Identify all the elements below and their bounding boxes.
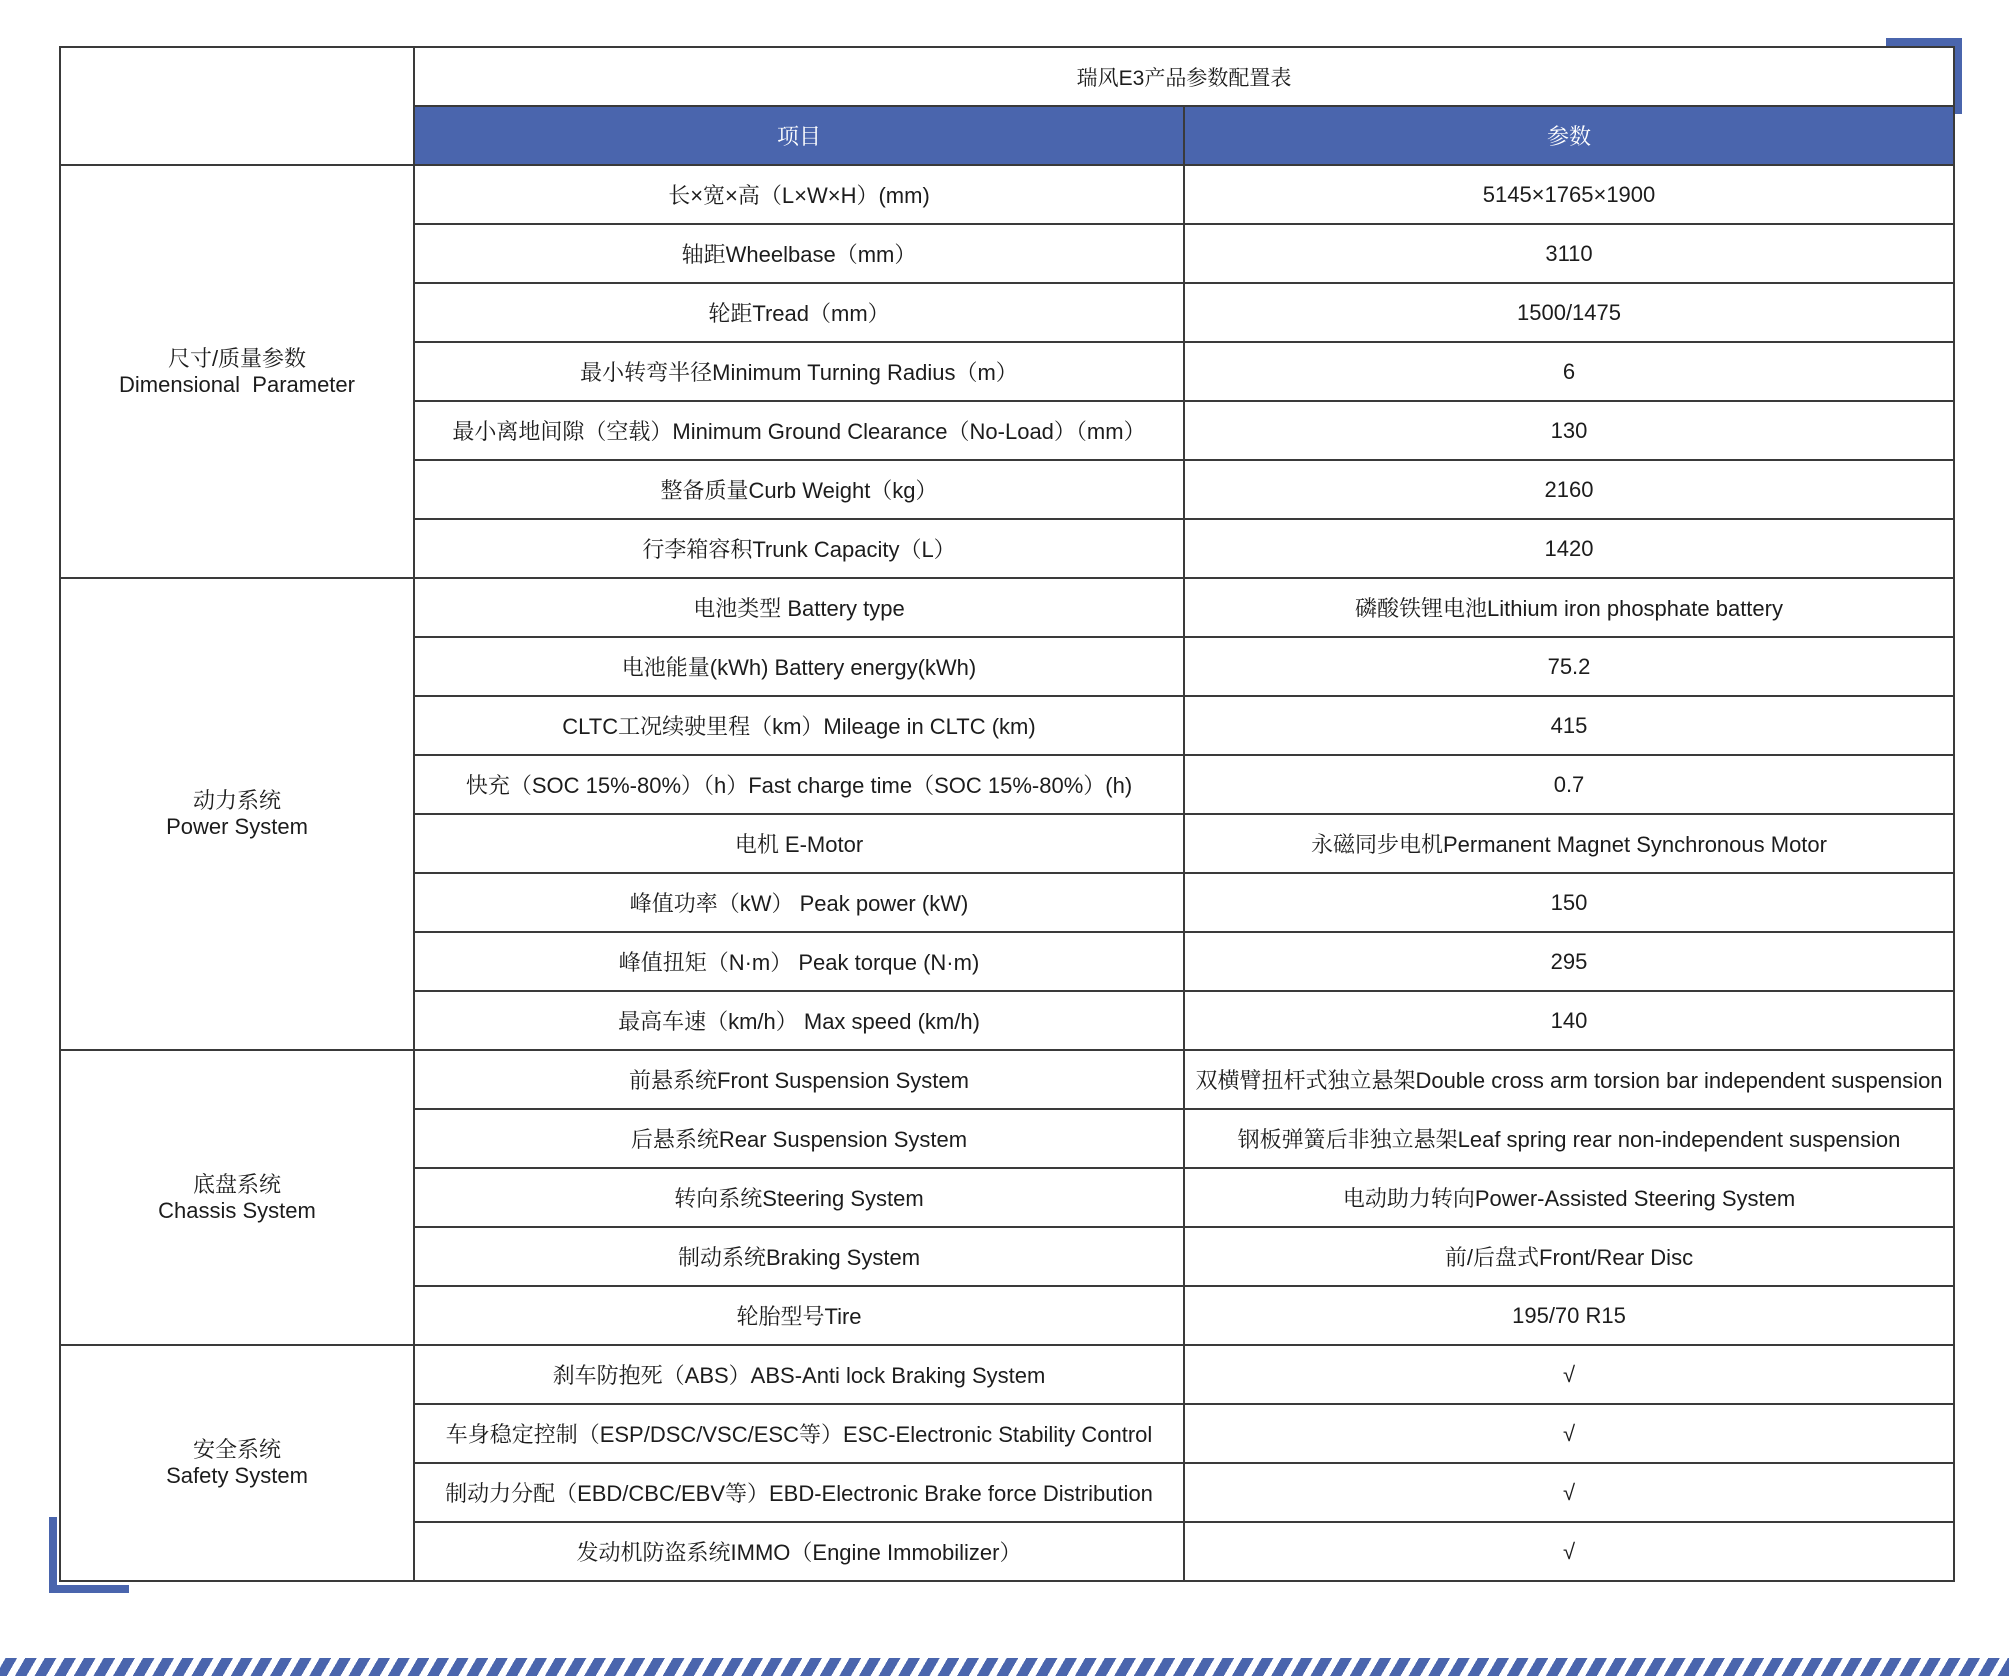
item-cell: 发动机防盗系统IMMO（Engine Immobilizer） <box>414 1522 1184 1581</box>
item-cell: 最小转弯半径Minimum Turning Radius（m） <box>414 342 1184 401</box>
decorative-stripe-band <box>0 1658 2009 1676</box>
value-cell: 75.2 <box>1184 637 1954 696</box>
section-label-cell <box>60 165 414 578</box>
value-cell: 295 <box>1184 932 1954 991</box>
item-cell: 轮距Tread（mm） <box>414 283 1184 342</box>
value-cell: 415 <box>1184 696 1954 755</box>
section-name-cn: 底盘系统 <box>192 1171 281 1197</box>
value-cell: 电动助力转向Power-Assisted Steering System <box>1184 1168 1954 1227</box>
table-row <box>60 165 1954 224</box>
item-cell: 峰值扭矩（N·m） Peak torque (N·m) <box>414 932 1184 991</box>
value-cell: 150 <box>1184 873 1954 932</box>
section-label-cell <box>60 1050 414 1345</box>
value-cell: 195/70 R15 <box>1184 1286 1954 1345</box>
item-cell: 快充（SOC 15%-80%）（h）Fast charge time（SOC 15%-80%）(h) <box>414 755 1184 814</box>
value-cell: 磷酸铁锂电池Lithium iron phosphate battery <box>1184 578 1954 637</box>
item-cell: 电机 E-Motor <box>414 814 1184 873</box>
item-cell: 最高车速（km/h） Max speed (km/h) <box>414 991 1184 1050</box>
section-label-cell <box>60 1345 414 1581</box>
value-cell: 双横臂扭杆式独立悬架Double cross arm torsion bar independent suspension <box>1184 1050 1954 1109</box>
item-cell: 长×宽×高（L×W×H）(mm) <box>414 165 1184 224</box>
item-cell: CLTC工况续驶里程（km）Mileage in CLTC (km) <box>414 696 1184 755</box>
spec-table <box>59 46 1955 1582</box>
item-cell: 电池能量(kWh) Battery energy(kWh) <box>414 637 1184 696</box>
table-row <box>60 1050 1954 1109</box>
title-row <box>60 47 1954 106</box>
item-cell: 后悬系统Rear Suspension System <box>414 1109 1184 1168</box>
item-cell: 制动系统Braking System <box>414 1227 1184 1286</box>
section-name-en: Power System <box>166 814 308 839</box>
value-cell: 3110 <box>1184 224 1954 283</box>
value-cell: 永磁同步电机Permanent Magnet Synchronous Motor <box>1184 814 1954 873</box>
item-cell: 整备质量Curb Weight（kg） <box>414 460 1184 519</box>
item-cell: 制动力分配（EBD/CBC/EBV等）EBD-Electronic Brake force Distribution <box>414 1463 1184 1522</box>
section-label-cell <box>60 578 414 1050</box>
value-cell: 2160 <box>1184 460 1954 519</box>
value-cell: 0.7 <box>1184 755 1954 814</box>
value-cell: 130 <box>1184 401 1954 460</box>
value-cell: √ <box>1184 1522 1954 1581</box>
table-row <box>60 578 1954 637</box>
value-cell: 1420 <box>1184 519 1954 578</box>
table-title: 瑞风E3产品参数配置表 <box>414 47 1954 106</box>
item-cell: 转向系统Steering System <box>414 1168 1184 1227</box>
section-name-cn: 动力系统 <box>192 788 281 813</box>
item-cell: 刹车防抱死（ABS）ABS-Anti lock Braking System <box>414 1345 1184 1404</box>
item-cell: 峰值功率（kW） Peak power (kW) <box>414 873 1184 932</box>
value-cell: 前/后盘式Front/Rear Disc <box>1184 1227 1954 1286</box>
value-cell: 6 <box>1184 342 1954 401</box>
section-name-en: Dimensional Parameter <box>119 371 355 397</box>
item-cell: 轮胎型号Tire <box>414 1286 1184 1345</box>
item-cell: 最小离地间隙（空载）Minimum Ground Clearance（No-Load）（mm） <box>414 401 1184 460</box>
header-param: 参数 <box>1184 106 1954 165</box>
value-cell: √ <box>1184 1345 1954 1404</box>
top-left-blank-cell <box>60 47 414 165</box>
section-name-cn: 尺寸/质量参数 <box>167 345 307 371</box>
item-cell: 前悬系统Front Suspension System <box>414 1050 1184 1109</box>
value-cell: 140 <box>1184 991 1954 1050</box>
header-item: 项目 <box>414 106 1184 165</box>
value-cell: 钢板弹簧后非独立悬架Leaf spring rear non-independent suspension <box>1184 1109 1954 1168</box>
section-name-en: Safety System <box>166 1463 308 1488</box>
item-cell: 电池类型 Battery type <box>414 578 1184 637</box>
value-cell: √ <box>1184 1404 1954 1463</box>
item-cell: 轴距Wheelbase（mm） <box>414 224 1184 283</box>
item-cell: 行李箱容积Trunk Capacity（L） <box>414 519 1184 578</box>
value-cell: 1500/1475 <box>1184 283 1954 342</box>
value-cell: 5145×1765×1900 <box>1184 165 1954 224</box>
table-row <box>60 1345 1954 1404</box>
value-cell: √ <box>1184 1463 1954 1522</box>
section-name-en: Chassis System <box>158 1197 316 1223</box>
item-cell: 车身稳定控制（ESP/DSC/VSC/ESC等）ESC-Electronic Stability Control <box>414 1404 1184 1463</box>
section-name-cn: 安全系统 <box>192 1437 281 1462</box>
